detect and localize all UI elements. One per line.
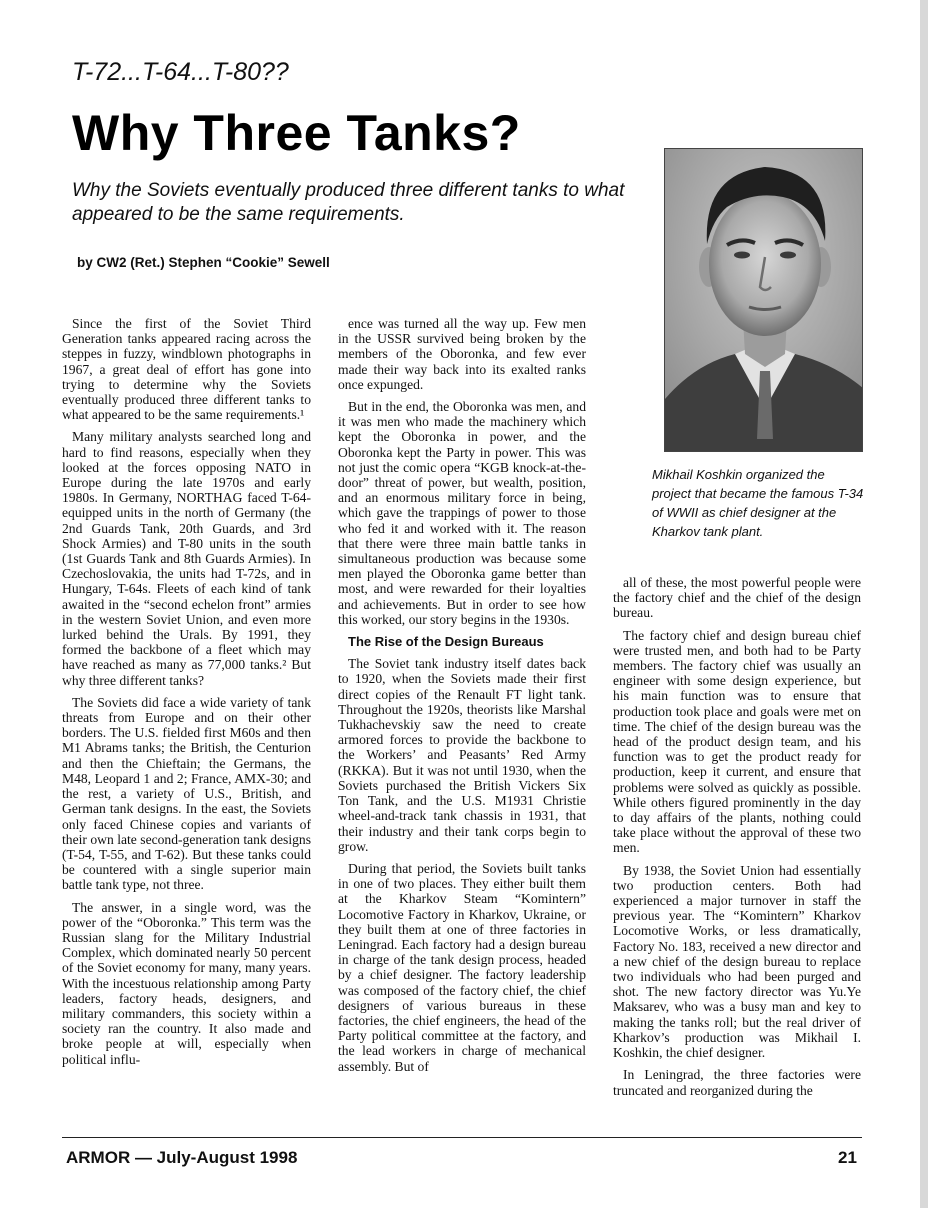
paragraph: During that period, the Soviets built tanks in one of two places. They either built them at the Kharkov Steam “Komintern” Locomotive Factory in Kharkov, Ukraine, or they built them at one of three factories in Leningrad. Each factory had a design bureau in charge of the tank design process, headed by a chief designer. The factory leadership was composed of the factory chief, the chief designers of various bureaus in these factories, the chief engineers, the head of the Party political committee at the factory, and the lead workers in charge of mechanical assembly. But of — [338, 860, 586, 1074]
article-dek: Why the Soviets eventually produced three different tanks to what appeared to be the same requirements. — [72, 180, 625, 225]
paragraph: The Soviets did face a wide variety of tank threats from Europe and on their other borders. The U.S. fielded first M60s and then M1 Abrams tanks; the British, the Centurion and then the Chieftain; the Germans, the M48, Leopard 1 and 2; France, AMX-30; and the rest, a variety of U.S., British, and German tank designs. In the east, the Soviets only faced Chinese copies and variants of their own late second-generation tank designs (T-54, T-55, and T-62). But these tanks could be countered with a single superior main battle tank type, not three. — [62, 694, 311, 893]
section-heading: The Rise of the Design Bureaus — [348, 634, 544, 650]
paragraph: The Soviet tank industry itself dates back to 1920, when the Soviets made their first direct copies of the Renault FT light tank. Throughout the 1920s, theorists like Marshal Tukhachevskiy saw the need to create armored forces to provide the backbone to the Workers’ and Peasants’ Red Army (RKKA). But it was not until 1930, when the Soviets purchased the British Vickers Six Ton Tank, and the U.S. M1931 Christie wheel-and-track tank chassis in 1931, that their industry and their tank corps begin to grow. — [338, 656, 586, 854]
paragraph: By 1938, the Soviet Union had essentially two production centers. Both had experienced a major turnover in staff the previous year. The “Komintern” Kharkov Locomotive Works, or less dramatically, Factory No. 183, received a new director and a new chief of the design bureau to replace two individuals who had been purged and shot. The new factory director was Yu.Ye Maksarev, who was a busy man and key to making the tanks roll; but the real driver of Kharkov’s production was Mikhail I. Koshkin, the chief designer. — [613, 862, 861, 1061]
paragraph: Many military analysts searched long and hard to find reasons, especially when they looked at the forces opposing NATO in Europe during the late 1970s and early 1980s. In Germany, NORTHAG faced T-64-equipped units in the north of Germany (the 2nd Guards Tank, 20th Guards, and 3rd Shock Armies) and T-80 units in the south (1st Guards Tank and 8th Guards Armies). In Czechoslovakia, the units had T-72s, and in Hungary, T-64s. Fleets of each kind of tank awaited in the “second echelon front” armies in the western Soviet Union, and even more lurked behind the Urals. By 1991, they formed the backbone of a fleet which may have reached as many as 77,000 tanks.² But why three different tanks? — [62, 429, 311, 688]
photo-caption: Mikhail Koshkin organized the project that became the famous T-34 of WWII as chief designer at the Kharkov tank plant. — [652, 467, 864, 539]
page-number: 21 — [838, 1148, 857, 1167]
paragraph: Since the first of the Soviet Third Generation tanks appeared racing across the steppes in fuzzy, windblown photographs in 1967, a great deal of effort has gone into trying to determine why the Soviets eventually produced three different tanks to what appeared to be the same requirements.¹ — [62, 316, 311, 423]
footer-rule — [62, 1137, 862, 1138]
column-2 — [338, 316, 586, 1081]
column-3 — [613, 575, 861, 1105]
article-byline: by CW2 (Ret.) Stephen “Cookie” Sewell — [77, 255, 330, 270]
paragraph: The factory chief and design bureau chief were trusted men, and both had to be Party members. The factory chief was usually an engineer with some design experience, but his main function was to ensure that production took place and goals were met on time. The chief of the design bureau was the head of the product design team, and his function was to get the product ready for production, keep it current, and ensure that problems were solved as quickly as possible. While others figured prominently in the day to day affairs of the plants, nothing could take place without the approval of these two men. — [613, 627, 861, 856]
paragraph: In Leningrad, the three factories were truncated and reorganized during the — [613, 1067, 861, 1098]
column-1 — [62, 316, 311, 1074]
paragraph: ence was turned all the way up. Few men in the USSR survived being broken by the members of the Oboronka, and few ever made their way back into its exalted ranks once expunged. — [338, 316, 586, 392]
koshkin-portrait-photo — [664, 148, 863, 452]
article-title: Why Three Tanks? — [72, 105, 521, 161]
paragraph: The answer, in a single word, was the power of the “Oboronka.” This term was the Russian slang for the Military Industrial Complex, which dominated nearly 50 percent of the Soviet economy for many, many years. With the incestuous relationship among Party leaders, factory heads, designers, and military commanders, this society within a society ran the country. It also made and broke people at will, especially when political influ- — [62, 899, 311, 1067]
page-edge — [920, 0, 928, 1208]
article-kicker: T-72...T-64...T-80?? — [72, 58, 289, 86]
paragraph: all of these, the most powerful people were the factory chief and the chief of the design bureau. — [613, 575, 861, 621]
paragraph: But in the end, the Oboronka was men, and it was men who made the machinery which kept the Oboronka in power, and the Oboronka kept the Party in power. This was not just the comic opera “KGB knock-at-the-door” threat of power, but wealth, position, and an enormous military force in being, which gave the trappings of power to those who fed it and worked with it. The reason that there were three main battle tanks in simultaneous production was because some men played the Oboronka game better than most, and were rewarded for their loyalties and achievements. But in order to see how this worked, our story begins in the 1930s. — [338, 399, 586, 627]
footer-magazine-issue: ARMOR — July-August 1998 — [66, 1148, 298, 1167]
